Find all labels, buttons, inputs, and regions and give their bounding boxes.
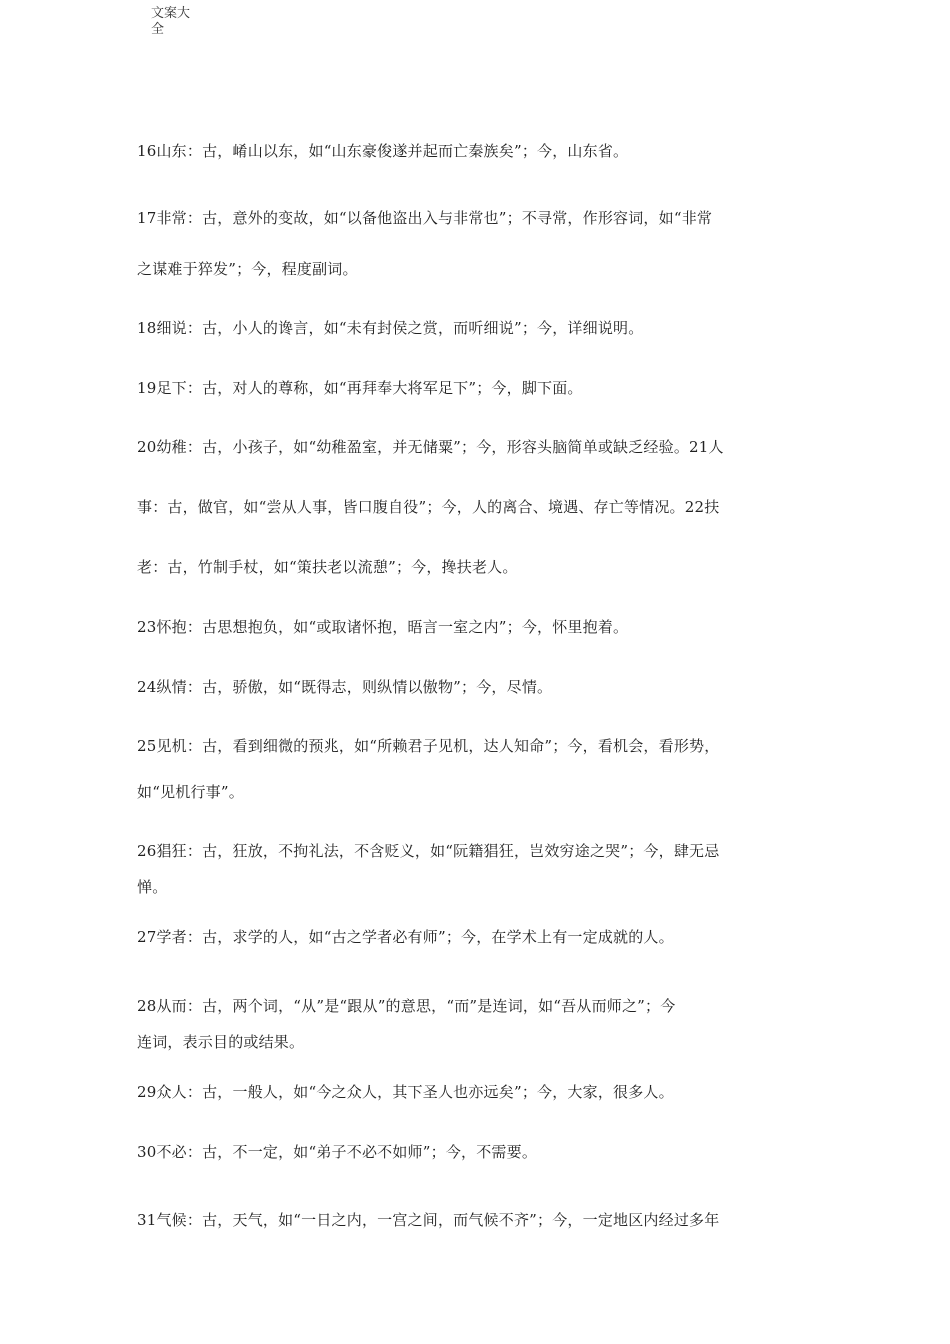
entry-line-30: 30不必：古，不一定，如“弟子不必不如师”；今，不需要。 bbox=[137, 1143, 538, 1161]
entry-line-26: 26猖狂：古，狂放，不拘礼法，不含贬义，如“阮籍猖狂，岂效穷途之哭”；今，肆无忌 bbox=[137, 842, 720, 860]
entry-line-23: 23怀抱：古思想抱负，如“或取诸怀抱，晤言一室之内”；今，怀里抱着。 bbox=[137, 618, 629, 636]
entry-line-22: 老：古，竹制手杖，如“策扶老以流憩”；今，搀扶老人。 bbox=[137, 558, 518, 576]
entry-line-17-cont: 之谋难于猝发”；今，程度副词。 bbox=[137, 260, 358, 278]
entry-line-28-cont: 连词，表示目的或结果。 bbox=[137, 1033, 305, 1051]
entry-line-25: 25见机：古，看到细微的预兆，如“所赖君子见机，达人知命”；今，看机会，看形势， bbox=[137, 737, 720, 755]
entry-line-17: 17非常：古，意外的变故，如“以备他盗出入与非常也”；不寻常，作形容词，如“非常 bbox=[137, 209, 713, 227]
entry-line-29: 29众人：古，一般人，如“今之众人，其下圣人也亦远矣”；今，大家，很多人。 bbox=[137, 1083, 674, 1101]
entry-line-28: 28从而：古，两个词，“从”是“跟从”的意思，“而”是连词，如“吾从而师之”；今 bbox=[137, 997, 676, 1015]
entry-line-24: 24纵情：古，骄傲，如“既得志，则纵情以傲物”；今，尽情。 bbox=[137, 678, 553, 696]
entry-line-31: 31气候：古，天气，如“一日之内，一宫之间，而气候不齐”；今，一定地区内经过多年 bbox=[137, 1211, 720, 1229]
entry-line-26-cont: 惮。 bbox=[137, 878, 168, 896]
entry-line-18: 18细说：古，小人的谗言，如“未有封侯之赏，而听细说”；今，详细说明。 bbox=[137, 319, 644, 337]
entry-line-25-cont: 如“见机行事”。 bbox=[137, 783, 244, 801]
entry-line-16: 16山东：古，崤山以东，如“山东豪俊遂并起而亡秦族矣”；今，山东省。 bbox=[137, 142, 629, 160]
document-header: 文案大全 bbox=[151, 6, 191, 37]
entry-line-27: 27学者：古，求学的人，如“古之学者必有师”；今，在学术上有一定成就的人。 bbox=[137, 928, 674, 946]
entry-line-20: 20幼稚：古，小孩子，如“幼稚盈室，并无储粟”；今，形容头脑简单或缺乏经验。21人 bbox=[137, 438, 724, 456]
entry-line-19: 19足下：古，对人的尊称，如“再拜奉大将军足下”；今，脚下面。 bbox=[137, 379, 583, 397]
entry-line-21: 事：古，做官，如“尝从人事，皆口腹自役”；今，人的离合、境遇、存亡等情况。22扶 bbox=[137, 498, 720, 516]
